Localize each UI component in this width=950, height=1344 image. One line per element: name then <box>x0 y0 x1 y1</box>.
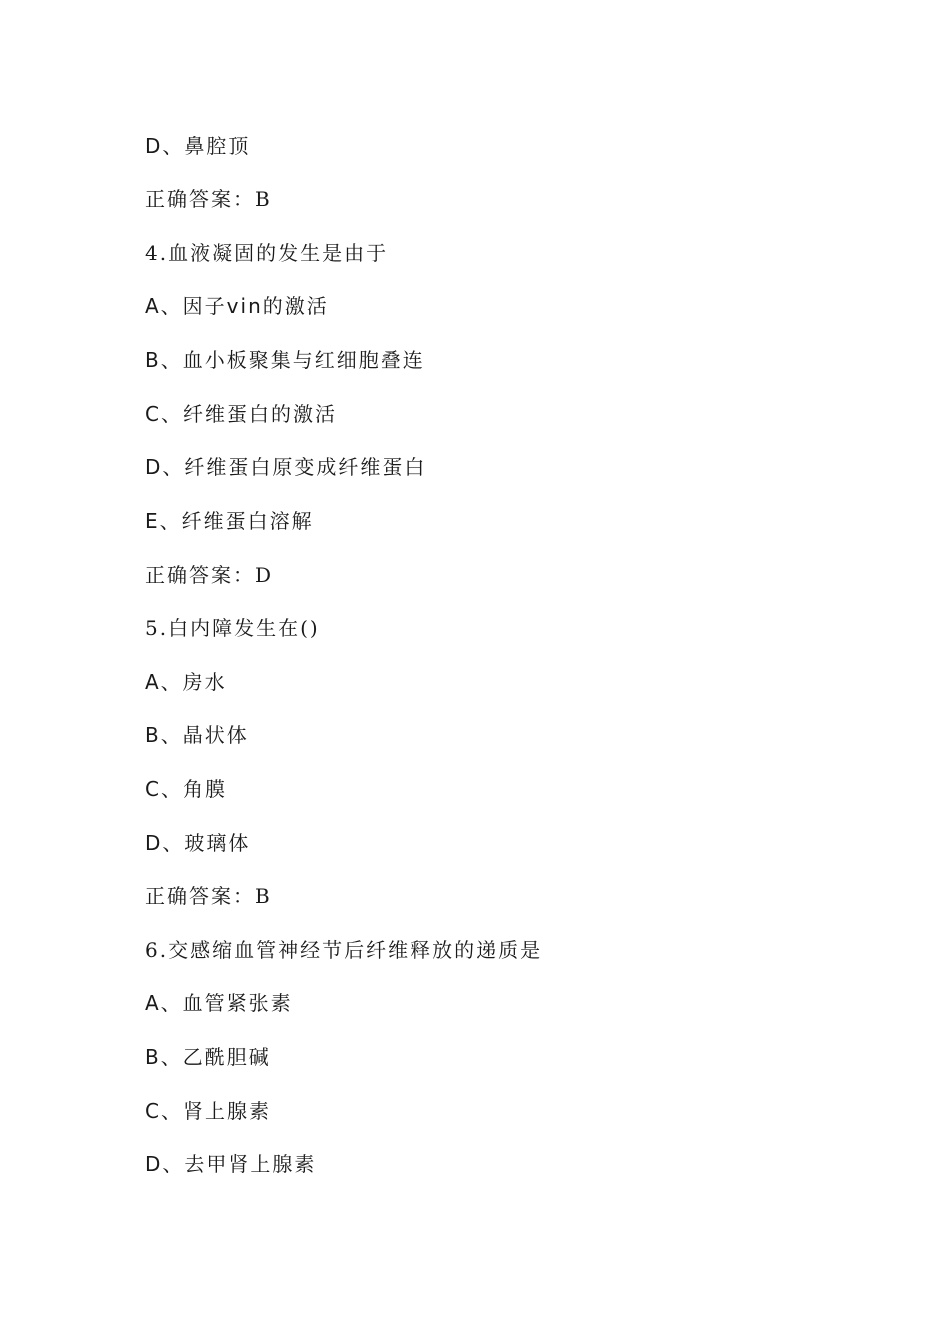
answer-5: 正确答案：B <box>145 884 272 908</box>
option-6a: A、血管紧张素 <box>145 991 293 1015</box>
option-5b: B、晶状体 <box>145 723 249 747</box>
option-3d: D、鼻腔顶 <box>145 134 251 158</box>
option-4b: B、血小板聚集与红细胞叠连 <box>145 348 425 372</box>
answer-4: 正确答案：D <box>145 563 274 587</box>
option-4c: C、纤维蛋白的激活 <box>145 402 337 426</box>
option-6b: B、乙酰胆碱 <box>145 1045 271 1069</box>
option-4a: A、因子vin的激活 <box>145 294 329 318</box>
option-5d: D、玻璃体 <box>145 831 251 855</box>
option-5a: A、房水 <box>145 670 227 694</box>
option-4e: E、纤维蛋白溶解 <box>145 509 314 533</box>
question-6: 6.交感缩血管神经节后纤维释放的递质是 <box>145 938 543 962</box>
option-6c: C、肾上腺素 <box>145 1099 271 1123</box>
question-5: 5.白内障发生在() <box>145 616 320 640</box>
question-4: 4.血液凝固的发生是由于 <box>145 241 389 265</box>
option-4d: D、纤维蛋白原变成纤维蛋白 <box>145 455 427 479</box>
answer-3: 正确答案：B <box>145 187 272 211</box>
option-6d: D、去甲肾上腺素 <box>145 1152 317 1176</box>
option-5c: C、角膜 <box>145 777 227 801</box>
